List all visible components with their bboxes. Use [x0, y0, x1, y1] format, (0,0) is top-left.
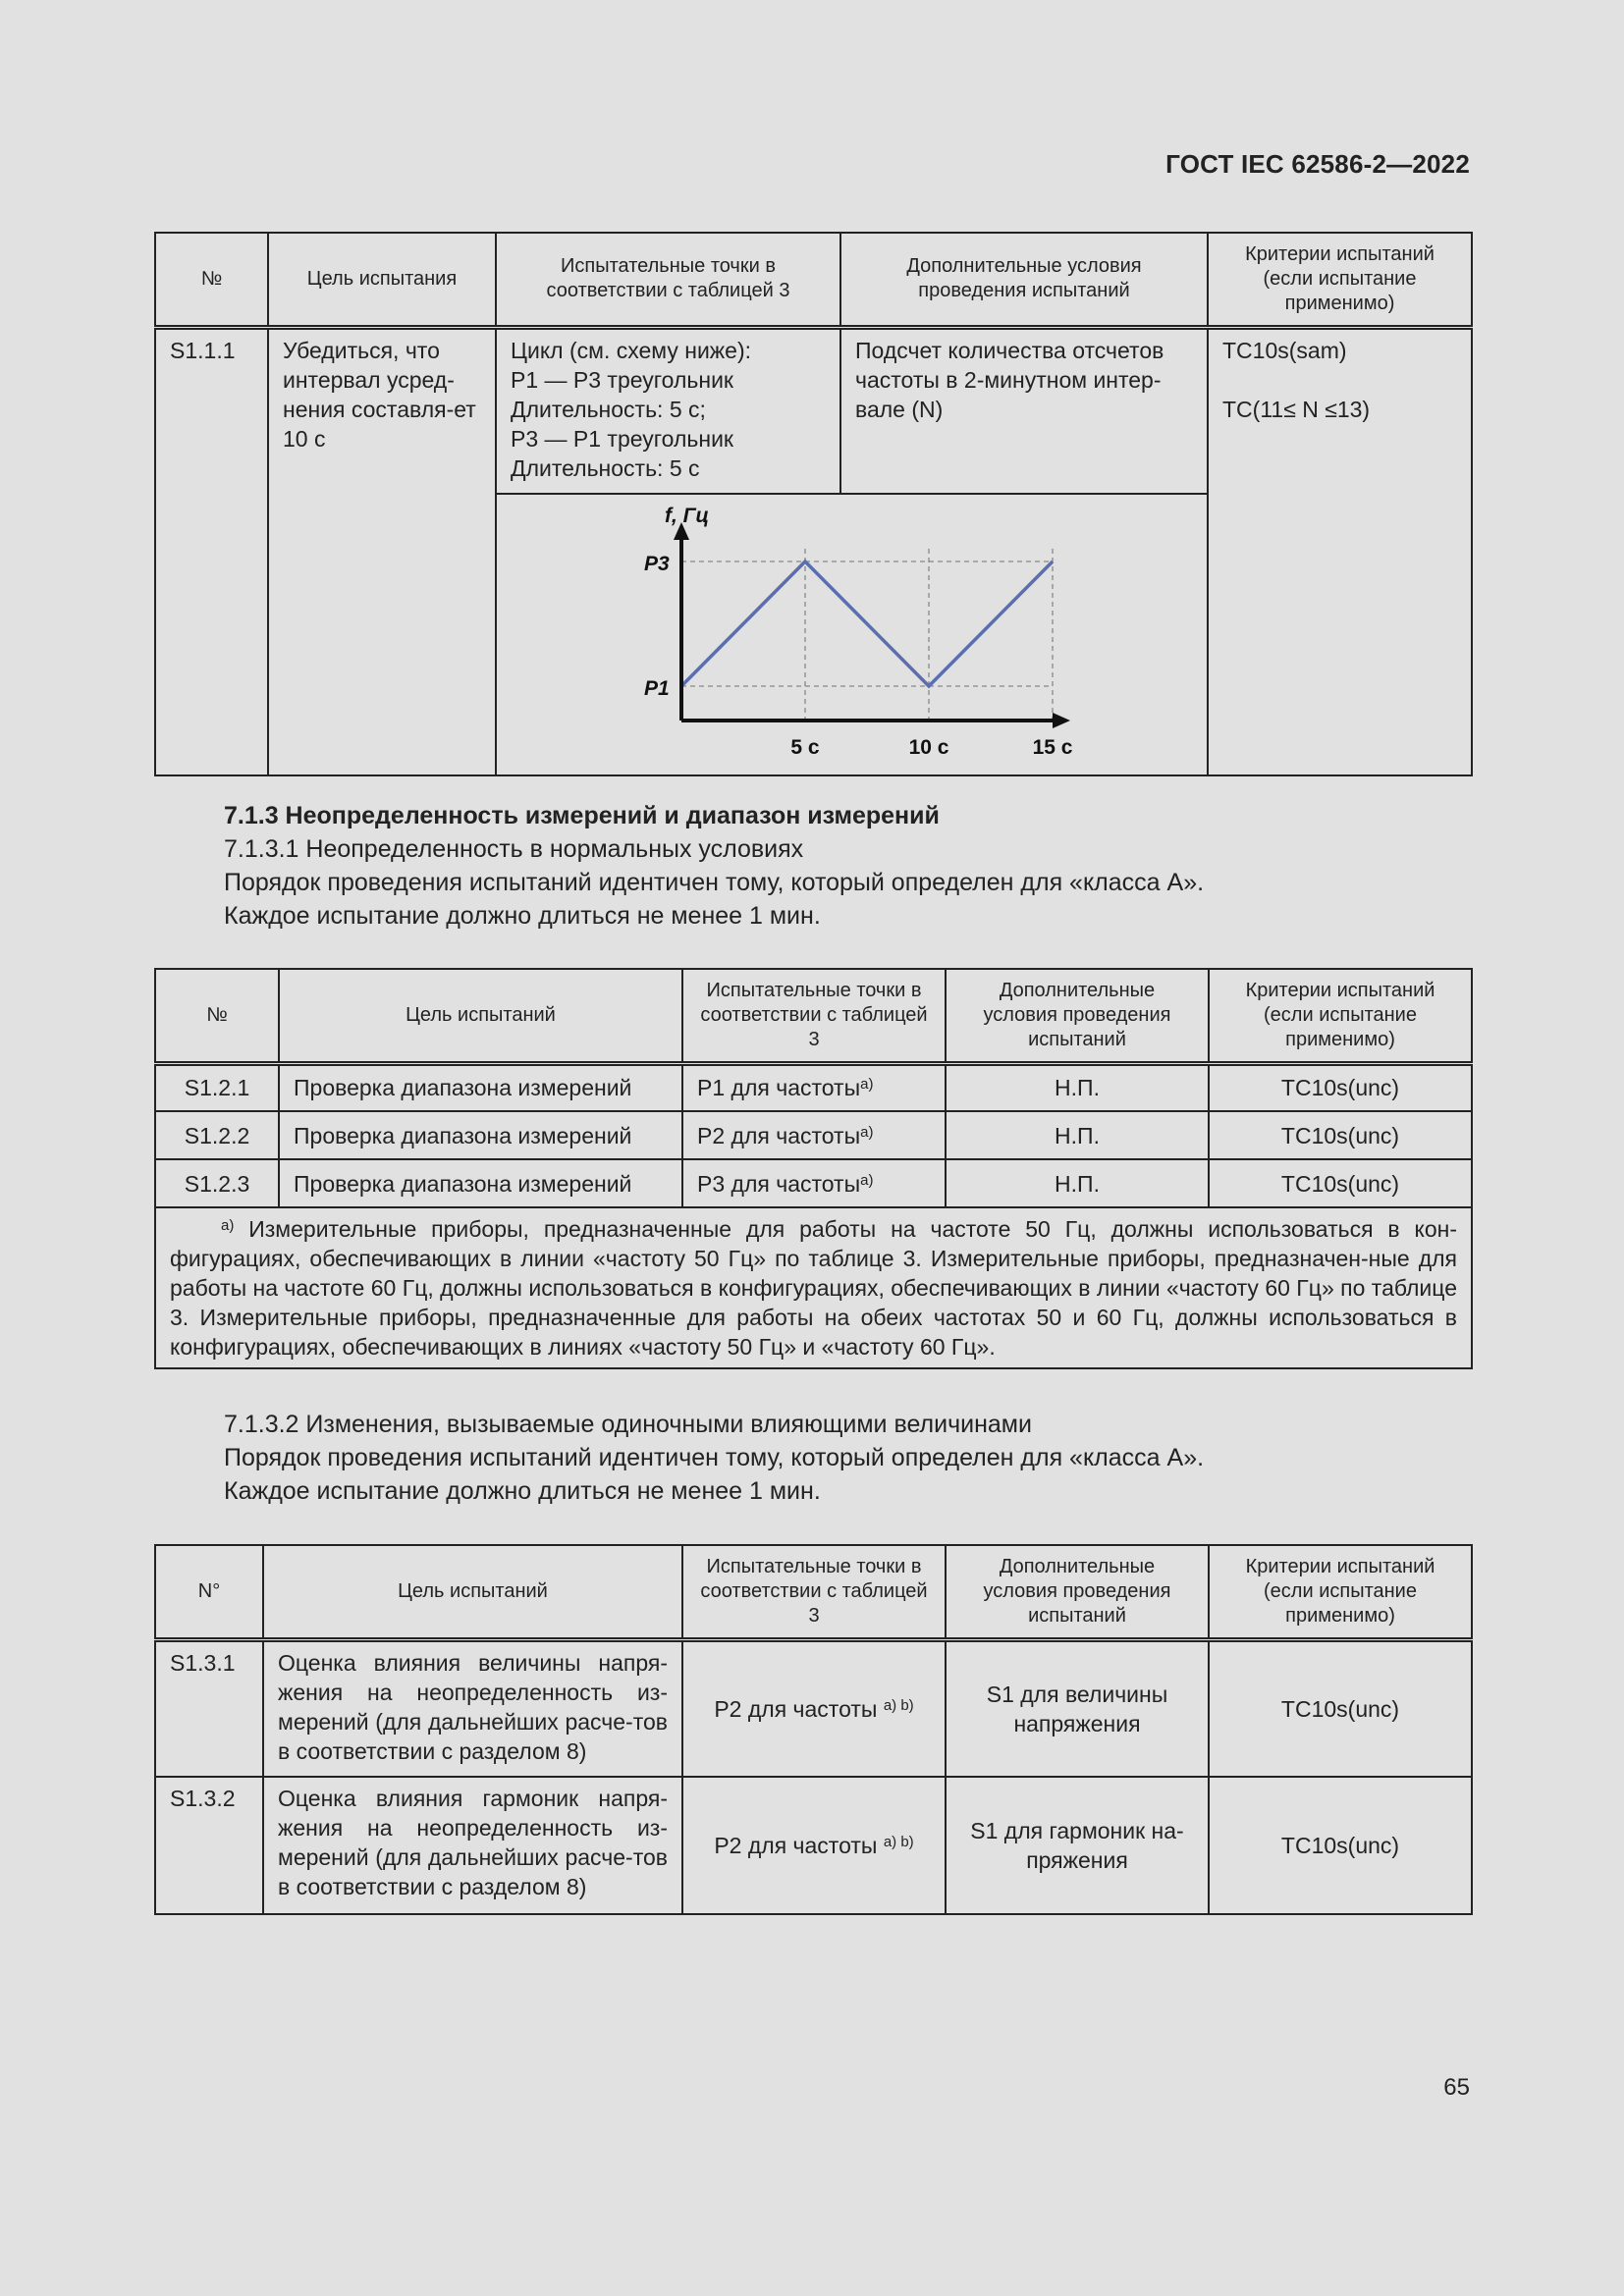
row-conditions: S1 для гармоник на-пряжения [946, 1777, 1209, 1914]
table-header-row [155, 1545, 1472, 1639]
row-num: S1.2.3 [155, 1159, 279, 1207]
points-text: P3 для частоты [697, 1170, 861, 1197]
series-line [681, 561, 1053, 686]
table-s1-1 [154, 232, 1473, 776]
row-points [682, 1777, 946, 1914]
row-criteria: TC10s(unc) [1209, 1159, 1472, 1207]
table-row [155, 1063, 1472, 1111]
table-row [155, 327, 1472, 494]
page-number: 65 [1443, 2074, 1470, 2101]
x-tick-label-3: 15 с [1032, 736, 1073, 759]
footnote-mark: a) [221, 1217, 235, 1234]
points-line: P3 — P1 треугольник [511, 425, 733, 452]
x-tick-label-1: 5 с [790, 736, 820, 759]
footnote-ref: a) b) [883, 1696, 914, 1714]
table-s1-2 [154, 968, 1473, 1369]
row-criteria [1208, 327, 1472, 775]
row-num: S1.1.1 [155, 327, 268, 775]
row-num: S1.2.2 [155, 1111, 279, 1159]
row-criteria: TC10s(unc) [1209, 1063, 1472, 1111]
row-conditions: Подсчет количества отсчетов частоты в 2-минутном интер-вале (N) [840, 327, 1208, 494]
header-num: № [155, 969, 279, 1063]
row-points [682, 1111, 946, 1159]
points-line: Длительность: 5 с; [511, 396, 706, 422]
row-goal: Проверка диапазона измерений [279, 1063, 682, 1111]
header-criteria: Критерии испытаний (если испытание применимо) [1209, 1545, 1472, 1639]
footnote-text: Измерительные приборы, предназначенные для работы на частоте 50 Гц, должны использоваться в кон-фигурациях, обеспечивающих в линии «частоту 50 Гц» по таблице 3. Измерительные приборы, предназначен-ные для работы на частоте 60 Гц, должны использоваться в конфигурациях, обеспечивающих в линии «частоту 60 Гц» по таблице 3. Измерительные приборы, предназначенные для работы на обеих частотах 50 и 60 Гц, должны использоваться в конфигурациях, обеспечивающих в линиях «частоту 50 Гц» и «частоту 60 Гц». [170, 1216, 1457, 1360]
header-goal: Цель испытаний [279, 969, 682, 1063]
table-s1-3 [154, 1544, 1473, 1915]
subsection-title: 7.1.3.2 Изменения, вызываемые одиночными влияющими величинами [224, 1411, 1032, 1438]
row-goal: Проверка диапазона измерений [279, 1159, 682, 1207]
section-7-1-3-2 [224, 1408, 1471, 1508]
table-row [155, 1777, 1472, 1914]
row-num: S1.2.1 [155, 1063, 279, 1111]
header-criteria: Критерии испытаний (если испытание применимо) [1208, 233, 1472, 327]
row-goal: Оценка влияния гармоник напря-жения на неопределенность из-мерений (для дальнейших расче-тов в соответствии с разделом 8) [263, 1777, 682, 1914]
row-num: S1.3.1 [155, 1639, 263, 1777]
subsection-title: 7.1.3.1 Неопределенность в нормальных условиях [224, 835, 804, 863]
x-axis-arrow [1053, 713, 1070, 728]
row-points [682, 1063, 946, 1111]
section-7-1-3 [224, 799, 1471, 933]
points-line: Длительность: 5 с [511, 454, 700, 481]
row-points [682, 1159, 946, 1207]
header-conditions: Дополнительные условия проведения испытаний [946, 1545, 1209, 1639]
points-text: P2 для частоты [697, 1122, 861, 1148]
row-conditions: S1 для величины напряжения [946, 1639, 1209, 1777]
row-num: S1.3.2 [155, 1777, 263, 1914]
footnote-ref: a) b) [883, 1834, 914, 1850]
table-header-row [155, 233, 1472, 327]
table-row [155, 1639, 1472, 1777]
header-points: Испытательные точки в соответствии с таблицей 3 [682, 969, 946, 1063]
table-row [155, 1159, 1472, 1207]
row-conditions: Н.П. [946, 1063, 1209, 1111]
header-num: N° [155, 1545, 263, 1639]
points-text: P2 для частоты [714, 1695, 884, 1722]
footnote [155, 1207, 1472, 1368]
header-conditions: Дополнительные условия проведения испытаний [946, 969, 1209, 1063]
header-points: Испытательные точки в соответствии с таблицей 3 [496, 233, 840, 327]
row-goal: Убедиться, что интервал усред-нения составля-ет 10 с [268, 327, 496, 775]
row-conditions: Н.П. [946, 1111, 1209, 1159]
chart-cell [496, 494, 1208, 775]
row-criteria: TC10s(unc) [1209, 1777, 1472, 1914]
paragraph: Порядок проведения испытаний идентичен тому, который определен для «класса А». [224, 869, 1205, 896]
row-goal: Оценка влияния величины напря-жения на неопределенность из-мерений (для дальнейших расче-тов в соответствии с разделом 8) [263, 1639, 682, 1777]
criteria-line: TC(11≤ N ≤13) [1222, 396, 1371, 422]
y-tick-label-p3: P3 [644, 553, 670, 575]
header-points: Испытательные точки в соответствии с таблицей 3 [682, 1545, 946, 1639]
x-tick-label-2: 10 с [908, 736, 949, 759]
document-id: ГОСТ IEC 62586-2—2022 [1165, 149, 1470, 179]
header-num: № [155, 233, 268, 327]
header-criteria: Критерии испытаний (если испытание применимо) [1209, 969, 1472, 1063]
table-row [155, 1111, 1472, 1159]
header-goal: Цель испытаний [263, 1545, 682, 1639]
y-tick-label-p1: P1 [644, 677, 670, 700]
footnote-row [155, 1207, 1472, 1368]
section-title: 7.1.3 Неопределенность измерений и диапазон измерений [224, 802, 940, 829]
points-text: P1 для частоты [697, 1075, 861, 1101]
paragraph: Порядок проведения испытаний идентичен тому, который определен для «класса А». [224, 1444, 1205, 1471]
row-points [496, 327, 840, 494]
footnote-ref: a) [860, 1123, 874, 1141]
points-line: Цикл (см. схему ниже): [511, 337, 752, 363]
header-conditions: Дополнительные условия проведения испытаний [840, 233, 1208, 327]
footnote-ref: a) [860, 1171, 874, 1189]
row-goal: Проверка диапазона измерений [279, 1111, 682, 1159]
paragraph: Каждое испытание должно длиться не менее 1 мин. [224, 1477, 821, 1505]
footnote-ref: a) [860, 1076, 874, 1094]
row-criteria: TC10s(unc) [1209, 1111, 1472, 1159]
header-goal: Цель испытания [268, 233, 496, 327]
row-criteria: TC10s(unc) [1209, 1639, 1472, 1777]
points-text: P2 для частоты [714, 1833, 884, 1858]
frequency-cycle-chart [497, 495, 1209, 768]
row-points [682, 1639, 946, 1777]
table-header-row [155, 969, 1472, 1063]
paragraph: Каждое испытание должно длиться не менее 1 мин. [224, 902, 821, 930]
y-axis-label: f, Гц [665, 505, 710, 527]
criteria-line: TC10s(sam) [1222, 337, 1347, 363]
points-line: P1 — P3 треугольник [511, 366, 733, 393]
row-conditions: Н.П. [946, 1159, 1209, 1207]
